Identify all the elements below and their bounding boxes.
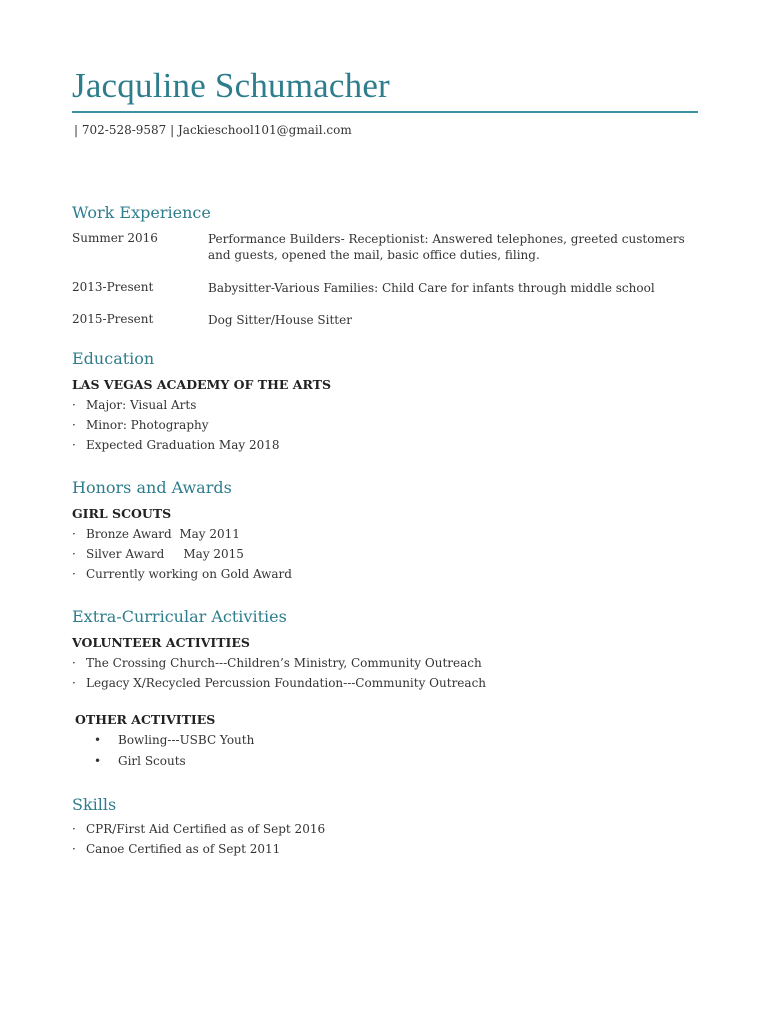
work-experience-heading: Work Experience [72, 203, 211, 222]
list-item [72, 415, 280, 435]
bullet-icon: · [72, 842, 76, 856]
school-name: LAS VEGAS ACADEMY OF THE ARTS [72, 377, 331, 392]
volunteer-list [72, 653, 486, 693]
other-activities-list [72, 730, 254, 772]
honors-org: GIRL SCOUTS [72, 506, 172, 521]
bullet-icon: · [72, 438, 76, 452]
work-description: Babysitter-Various Families: Child Care for infants through middle school [208, 281, 655, 295]
skills-list [72, 819, 325, 859]
bullet-icon: · [72, 676, 76, 690]
list-item-text: The Crossing Church---Children’s Ministry, Community Outreach [86, 656, 482, 670]
list-item-text: Bowling---USBC Youth [118, 733, 255, 747]
list-item [72, 435, 280, 455]
bullet-icon: · [72, 822, 76, 836]
list-item [72, 673, 486, 693]
list-item [72, 653, 486, 673]
list-item [72, 544, 292, 564]
extracurricular-heading: Extra-Curricular Activities [72, 607, 287, 626]
disc-bullet-icon: • [94, 754, 102, 768]
honors-heading: Honors and Awards [72, 478, 232, 497]
name-divider [72, 111, 698, 113]
list-item-text: Girl Scouts [118, 754, 186, 768]
list-item [72, 524, 292, 544]
bullet-icon: · [72, 527, 76, 541]
list-item-text: Silver Award May 2015 [86, 547, 244, 561]
list-item [72, 730, 254, 751]
work-description: Performance Builders- Receptionist: Answered telephones, greeted customers and guests, opened the mail, basic office duties, filing. [208, 232, 685, 262]
work-date: Summer 2016 [72, 231, 158, 245]
disc-bullet-icon: • [94, 733, 102, 747]
bullet-icon: · [72, 418, 76, 432]
education-list [72, 395, 280, 455]
other-activities-heading: OTHER ACTIVITIES [75, 712, 216, 727]
list-item-text: Bronze Award May 2011 [86, 527, 240, 541]
candidate-name: Jacquline Schumacher [72, 66, 390, 105]
work-description: Dog Sitter/House Sitter [208, 313, 352, 327]
honors-list [72, 524, 292, 584]
education-heading: Education [72, 349, 155, 368]
list-item-text: Major: Visual Arts [86, 398, 197, 412]
bullet-icon: · [72, 547, 76, 561]
list-item-text: CPR/First Aid Certified as of Sept 2016 [86, 822, 326, 836]
list-item [72, 751, 254, 772]
contact-line: | 702-528-9587 | Jackieschool101@gmail.com [74, 123, 352, 137]
list-item [72, 819, 325, 839]
list-item-text: Currently working on Gold Award [86, 567, 292, 581]
list-item-text: Canoe Certified as of Sept 2011 [86, 842, 281, 856]
bullet-icon: · [72, 567, 76, 581]
list-item [72, 564, 292, 584]
work-date: 2013-Present [72, 280, 154, 294]
list-item-text: Minor: Photography [86, 418, 209, 432]
bullet-icon: · [72, 656, 76, 670]
work-date: 2015-Present [72, 312, 154, 326]
skills-heading: Skills [72, 795, 117, 814]
list-item-text: Legacy X/Recycled Percussion Foundation---Community Outreach [86, 676, 487, 690]
list-item-text: Expected Graduation May 2018 [86, 438, 280, 452]
list-item [72, 839, 325, 859]
bullet-icon: · [72, 398, 76, 412]
volunteer-heading: VOLUNTEER ACTIVITIES [72, 635, 250, 650]
list-item [72, 395, 280, 415]
